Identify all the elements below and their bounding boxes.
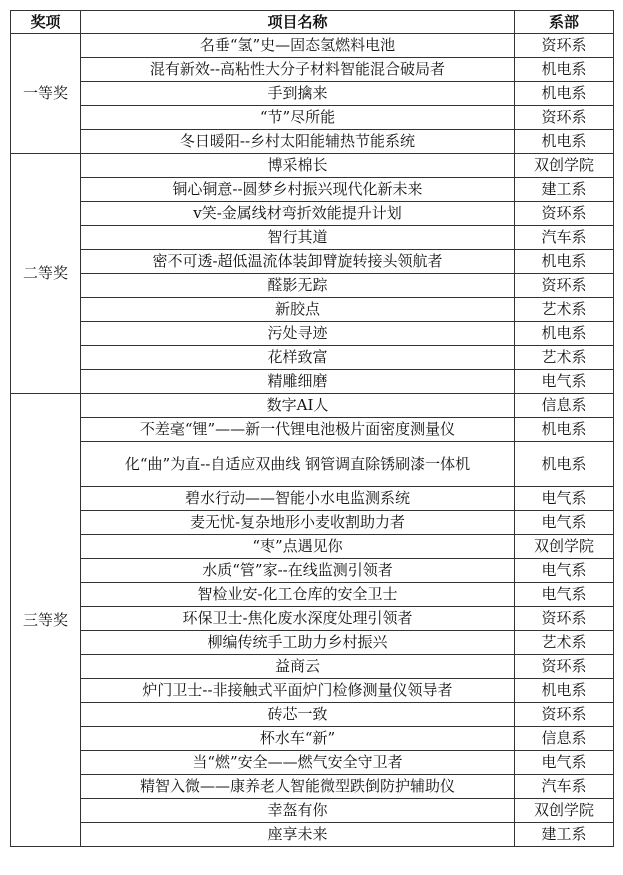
project-name-cell: 新胶点 <box>81 298 515 322</box>
table-row <box>11 703 614 727</box>
table-row <box>11 751 614 775</box>
project-name-cell: 博采棉长 <box>81 154 515 178</box>
dept-cell: 电气系 <box>515 559 614 583</box>
project-name-cell: 花样致富 <box>81 346 515 370</box>
project-name-cell: 不差毫“锂”——新一代锂电池极片面密度测量仪 <box>81 418 515 442</box>
table-row <box>11 679 614 703</box>
project-name-cell: 醛影无踪 <box>81 274 515 298</box>
dept-cell: 资环系 <box>515 34 614 58</box>
dept-cell: 机电系 <box>515 82 614 106</box>
table-row <box>11 442 614 487</box>
project-name-cell: 混有新效--高粘性大分子材料智能混合破局者 <box>81 58 515 82</box>
project-name-cell: 环保卫士-焦化废水深度处理引领者 <box>81 607 515 631</box>
project-name-cell: 当“燃”安全——燃气安全守卫者 <box>81 751 515 775</box>
table-row <box>11 607 614 631</box>
dept-cell: 资环系 <box>515 703 614 727</box>
table-row <box>11 799 614 823</box>
project-name-cell: 智行其道 <box>81 226 515 250</box>
dept-cell: 机电系 <box>515 442 614 487</box>
dept-cell: 电气系 <box>515 370 614 394</box>
project-name-cell: 砖芯一致 <box>81 703 515 727</box>
table-row <box>11 34 614 58</box>
table-row <box>11 202 614 226</box>
dept-cell: 建工系 <box>515 178 614 202</box>
project-name-cell: v笑-金属线材弯折效能提升计划 <box>81 202 515 226</box>
dept-cell: 艺术系 <box>515 298 614 322</box>
project-name-cell: 污处寻迹 <box>81 322 515 346</box>
dept-cell: 双创学院 <box>515 154 614 178</box>
table-row <box>11 298 614 322</box>
dept-cell: 资环系 <box>515 202 614 226</box>
table-row <box>11 226 614 250</box>
dept-cell: 双创学院 <box>515 535 614 559</box>
project-name-cell: 化“曲”为直--自适应双曲线 钢管调直除锈刷漆一体机 <box>81 442 515 487</box>
table-row <box>11 178 614 202</box>
dept-cell: 机电系 <box>515 250 614 274</box>
table-row <box>11 154 614 178</box>
table-row <box>11 346 614 370</box>
dept-cell: 电气系 <box>515 583 614 607</box>
dept-cell: 艺术系 <box>515 346 614 370</box>
table-row <box>11 631 614 655</box>
table-row <box>11 394 614 418</box>
dept-cell: 汽车系 <box>515 775 614 799</box>
dept-cell: 艺术系 <box>515 631 614 655</box>
table-row <box>11 535 614 559</box>
project-name-cell: 智检业安-化工仓库的安全卫士 <box>81 583 515 607</box>
dept-cell: 电气系 <box>515 487 614 511</box>
dept-cell: 信息系 <box>515 727 614 751</box>
project-name-cell: 密不可透-超低温流体装卸臂旋转接头领航者 <box>81 250 515 274</box>
project-name-cell: 幸盔有你 <box>81 799 515 823</box>
project-name-cell: 益商云 <box>81 655 515 679</box>
project-name-cell: 冬日暖阳--乡村太阳能辅热节能系统 <box>81 130 515 154</box>
table-row <box>11 775 614 799</box>
table-row <box>11 106 614 130</box>
project-name-cell: 碧水行动——智能小水电监测系统 <box>81 487 515 511</box>
project-name-cell: 数字AI人 <box>81 394 515 418</box>
header-row <box>11 11 614 34</box>
project-name-cell: 铜心铜意--圆梦乡村振兴现代化新未来 <box>81 178 515 202</box>
project-name-cell: 手到擒来 <box>81 82 515 106</box>
dept-cell: 资环系 <box>515 274 614 298</box>
dept-cell: 资环系 <box>515 106 614 130</box>
dept-cell: 机电系 <box>515 418 614 442</box>
project-name-cell: 精雕细磨 <box>81 370 515 394</box>
dept-cell: 汽车系 <box>515 226 614 250</box>
header-award: 奖项 <box>11 11 81 34</box>
awards-table <box>10 10 614 847</box>
table-row <box>11 511 614 535</box>
table-row <box>11 82 614 106</box>
table-row <box>11 487 614 511</box>
project-name-cell: 水质“管”家--在线监测引领者 <box>81 559 515 583</box>
project-name-cell: 杯水车“新” <box>81 727 515 751</box>
project-name-cell: 名垂“氢”史—固态氢燃料电池 <box>81 34 515 58</box>
dept-cell: 电气系 <box>515 751 614 775</box>
table-row <box>11 370 614 394</box>
project-name-cell: 麦无忧-复杂地形小麦收割助力者 <box>81 511 515 535</box>
dept-cell: 建工系 <box>515 823 614 847</box>
dept-cell: 机电系 <box>515 130 614 154</box>
award-level-cell: 三等奖 <box>11 394 81 847</box>
table-row <box>11 727 614 751</box>
project-name-cell: “节”尽所能 <box>81 106 515 130</box>
project-name-cell: 座享未来 <box>81 823 515 847</box>
table-row <box>11 274 614 298</box>
table-row <box>11 559 614 583</box>
award-level-cell: 二等奖 <box>11 154 81 394</box>
header-project: 项目名称 <box>81 11 515 34</box>
project-name-cell: 炉门卫士--非接触式平面炉门检修测量仪领导者 <box>81 679 515 703</box>
dept-cell: 电气系 <box>515 511 614 535</box>
table-row <box>11 655 614 679</box>
dept-cell: 机电系 <box>515 679 614 703</box>
dept-cell: 机电系 <box>515 322 614 346</box>
table-row <box>11 322 614 346</box>
table-row <box>11 250 614 274</box>
award-level-cell: 一等奖 <box>11 34 81 154</box>
project-name-cell: “枣”点遇见你 <box>81 535 515 559</box>
table-row <box>11 130 614 154</box>
table-body <box>11 34 614 847</box>
table-row <box>11 823 614 847</box>
dept-cell: 资环系 <box>515 655 614 679</box>
dept-cell: 信息系 <box>515 394 614 418</box>
header-dept: 系部 <box>515 11 614 34</box>
project-name-cell: 柳编传统手工助力乡村振兴 <box>81 631 515 655</box>
dept-cell: 资环系 <box>515 607 614 631</box>
table-row <box>11 58 614 82</box>
dept-cell: 双创学院 <box>515 799 614 823</box>
table-row <box>11 418 614 442</box>
dept-cell: 机电系 <box>515 58 614 82</box>
table-row <box>11 583 614 607</box>
project-name-cell: 精智入微——康养老人智能微型跌倒防护辅助仪 <box>81 775 515 799</box>
